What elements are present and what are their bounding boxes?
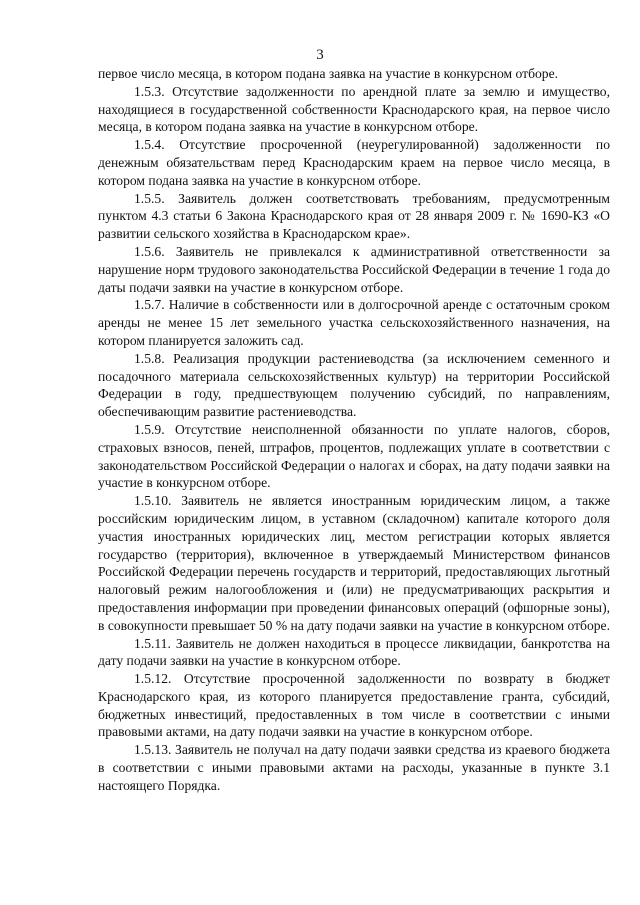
page-number: 3	[316, 47, 324, 63]
paragraph-1-5-4: 1.5.4. Отсутствие просроченной (неурегулированной) задолженности по денежным обязательствам перед Краснодарским краем на первое число месяца, в котором подана заявка на участие в конкурсном отборе.	[98, 137, 610, 188]
paragraph-1-5-8: 1.5.8. Реализация продукции растениеводства (за исключением семенного и посадочного материала сельскохозяйственных культур) на территории Российской Федерации в году, предшествующем получению субсидий, по направлениям, обеспечивающим развитие растениеводства.	[98, 350, 610, 420]
paragraph-1-5-10: 1.5.10. Заявитель не является иностранным юридическим лицом, а также российским юридическим лицом, в уставном (складочном) капитале которого доля участия иностранных юридических лиц, местом регистрации которых является государство (территория), включенное в утверждаемый Министерством финансов Российской Федерации перечень государств и территорий, предоставляющих льготный налоговый режим налогообложения и (или) не предусматривающих раскрытия и предоставления информации при проведении финансовых операций (офшорные зоны), в совокупности превышает 50 % на дату подачи заявки на участие в конкурсном отборе.	[98, 493, 610, 633]
paragraph-1-5-5: 1.5.5. Заявитель должен соответствовать требованиям, предусмотренным пунктом 4.3 статьи 6 Закона Краснодарского края от 28 января 2009 г. № 1690-КЗ «О развитии сельского хозяйства в Краснодарском крае».	[98, 190, 610, 242]
paragraph-continuation: первое число месяца, в котором подана заявка на участие в конкурсном отборе.	[98, 66, 559, 81]
paragraph-1-5-12: 1.5.12. Отсутствие просроченной задолженности по возврату в бюджет Краснодарского края, из которого планируется предоставление гранта, субсидий, бюджетных инвестиций, предоставленных в том числе в соответствии с иными правовыми актами, на дату подачи заявки на участие в конкурсном отборе.	[98, 671, 610, 740]
paragraph-1-5-11: 1.5.11. Заявитель не должен находиться в процессе ликвидации, банкротства на дату подачи заявки на участие в конкурсном отборе.	[98, 635, 610, 669]
paragraph-1-5-7: 1.5.7. Наличие в собственности или в долгосрочной аренде с остаточным сроком аренды не менее 15 лет земельного участка сельскохозяйственного назначения, на котором планируется заложить сад.	[98, 297, 610, 348]
document-body	[98, 65, 610, 795]
paragraph-1-5-6: 1.5.6. Заявитель не привлекался к административной ответственности за нарушение норм трудового законодательства Российской Федерации в течение 1 года до даты подачи заявки на участие в конкурсном отборе.	[98, 243, 610, 295]
paragraph-1-5-9: 1.5.9. Отсутствие неисполненной обязанности по уплате налогов, сборов, страховых взносов, пеней, штрафов, процентов, подлежащих уплате в соответствии с законодательством Российской Федерации о налогах и сборах, на дату подачи заявки на участие в конкурсном отборе.	[98, 421, 610, 491]
paragraph-1-5-3: 1.5.3. Отсутствие задолженности по арендной плате за землю и имущество, находящиеся в государственной собственности Краснодарского края, на первое число месяца, в котором подана заявка на участие в конкурсном отборе.	[98, 83, 610, 135]
paragraph-1-5-13: 1.5.13. Заявитель не получал на дату подачи заявки средства из краевого бюджета в соответствии с иными правовыми актами на расходы, указанные в пункте 3.1 настоящего Порядка.	[98, 742, 610, 793]
